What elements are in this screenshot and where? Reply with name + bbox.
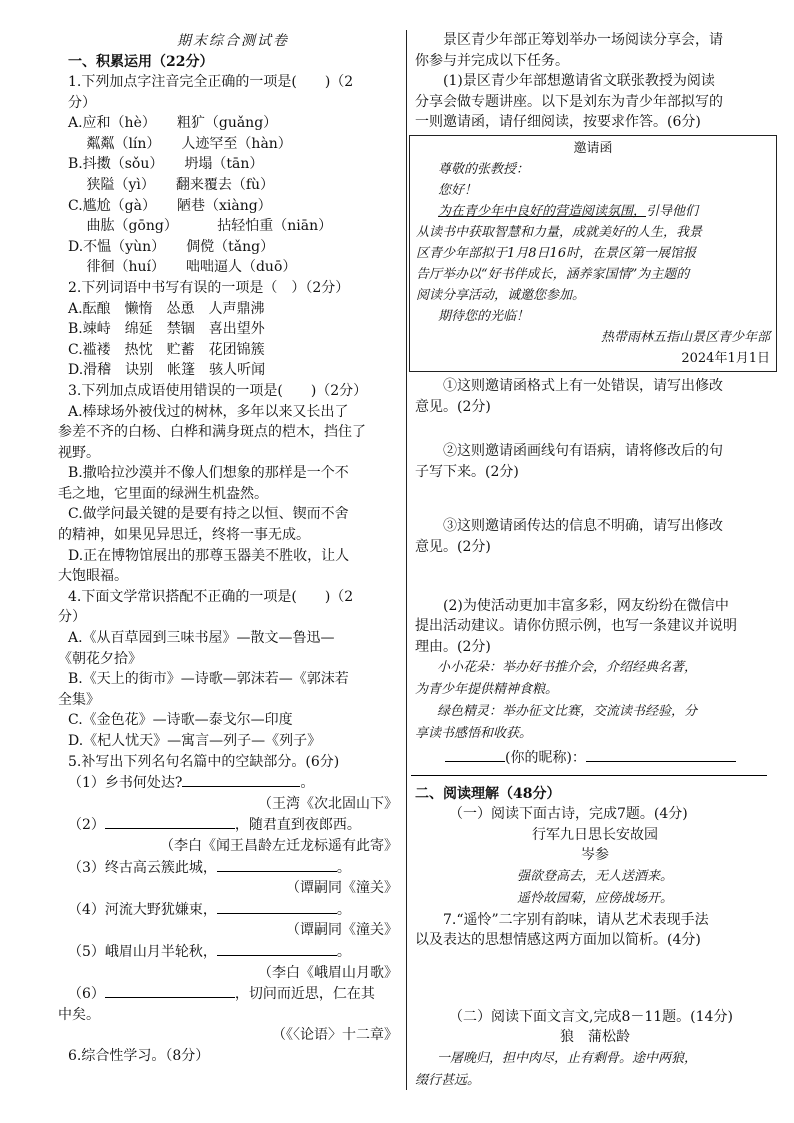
answer-blank[interactable]	[105, 983, 235, 998]
page-title: 期末综合测试卷	[177, 33, 289, 49]
invitation-letter-box	[409, 135, 777, 372]
divider-line	[411, 775, 767, 776]
part-2-stem-cont2: 理由。(2分)	[415, 638, 491, 655]
q5-source-2: （李白《闻王昌龄左迁龙标遥有此寄》	[160, 837, 398, 854]
answer-blank[interactable]	[105, 814, 235, 829]
q3-option-b1: B.撒哈拉沙漠并不像人们想象的那样是一个不	[68, 465, 349, 482]
task-intro: 景区青少年部正筹划举办一场阅读分享会，请	[443, 32, 723, 48]
q3-option-c2: 的精神，如果见异思迁，终将一事无成。	[58, 527, 310, 544]
letter-signature: 热带雨林五指山景区青少年部	[600, 329, 770, 345]
left-column	[58, 30, 398, 1067]
part-2-stem: (2)为使活动更加丰富多彩，网友纷纷在微信中	[443, 597, 729, 614]
q5-item-1: （1）乡书何处达? 。	[68, 772, 398, 794]
question-4-stem-cont: 分）	[58, 609, 86, 626]
q2-option-b: B.竦峙 绵延 禁锢 喜出望外	[68, 321, 265, 338]
prose-line-1: 一屠晚归，担中肉尽，止有剩骨。途中两狼，	[437, 1051, 698, 1067]
q4-option-c: C.《金色花》—诗歌—泰戈尔—印度	[68, 712, 293, 729]
q5-source-6: （《〈论语〉十二章》	[272, 1027, 398, 1044]
q3-option-a3: 视野。	[58, 444, 100, 461]
answer-blank[interactable]	[445, 747, 505, 762]
prose-title: 狼 蒲松龄	[560, 1029, 630, 1046]
q5-item-5: （5）峨眉山月半轮秋， 。	[68, 941, 398, 963]
q3-option-d1: D.正在博物馆展出的那尊玉器美不胜收，让人	[68, 547, 350, 564]
q4-option-a2: 《朝花夕拾》	[58, 650, 142, 667]
subq-3: ③这则邀请函传达的信息不明确，请写出修改	[443, 518, 723, 535]
section-heading-1: 一、积累运用（22分）	[68, 54, 214, 70]
q5-item-6-cont: 中矣。	[58, 1006, 100, 1023]
q4-option-a1: A.《从百草园到三味书屋》—散文—鲁迅—	[68, 630, 335, 647]
task-intro-cont: 你参与并完成以下任务。	[415, 52, 569, 69]
q3-option-a2: 参差不齐的白杨、白桦和满身斑点的桤木，挡住了	[58, 424, 366, 441]
poem-line-1: 强欲登高去，无人送酒来。	[516, 868, 673, 884]
part-1-stem-cont2: 一则邀请函，请仔细阅读，按要求作答。(6分)	[415, 114, 701, 131]
letter-closing: 期待您的光临！	[438, 308, 530, 324]
question-7-stem: 7.“遥怜”二字别有韵味，请从艺术表现手法	[443, 911, 709, 928]
letter-body-3: 区青少年部拟于1月8日16时，在景区第一展馆报	[416, 245, 697, 261]
answer-blank[interactable]	[586, 747, 736, 762]
q1-option-b2: 狭隘（yì） 翻来覆去（fù）	[68, 176, 275, 193]
question-2-stem: 2.下列词语中书写有误的一项是（ ）（2分）	[68, 279, 350, 296]
nickname-answer-line: (你的昵称)：	[415, 747, 775, 769]
reading-1-stem: （一）阅读下面古诗，完成7题。(4分)	[449, 805, 688, 822]
example-1: 小小花朵：举办好书推介会，介绍经典名著，	[437, 660, 698, 676]
q3-option-d2: 大饱眼福。	[58, 568, 128, 585]
subq-2: ②这则邀请函画线句有语病，请将修改后的句	[443, 443, 723, 460]
subq-2-cont: 子写下来。(2分)	[415, 463, 519, 480]
letter-body-4: 告厅举办以“好书伴成长，涵养家国情”为主题的	[416, 266, 690, 282]
question-1-stem: 1.下列加点字注音完全正确的一项是( )（2	[68, 74, 354, 90]
q2-option-d: D.滑稽 诀别 帐篷 骇人听闻	[68, 362, 266, 379]
q1-option-a1: A.应和（hè） 粗犷（guǎng）	[68, 115, 278, 132]
reading-2-stem: （二）阅读下面文言文,完成8－11题。(14分)	[449, 1008, 733, 1025]
letter-greeting: 您好！	[438, 182, 478, 198]
answer-blank[interactable]	[217, 899, 337, 914]
question-5-stem: 5.补写出下列名句名篇中的空缺部分。(6分)	[68, 753, 340, 770]
q4-option-b1: B.《天上的街市》—诗歌—郭沫若—《郭沫若	[68, 671, 349, 688]
question-7-stem-cont: 以及表达的思想情感这两方面加以简析。(4分)	[415, 932, 701, 949]
q1-option-c2: 曲肱（gōng） 拈轻怕重（niān）	[68, 218, 333, 235]
subq-1-cont: 意见。(2分)	[415, 398, 491, 415]
poem-title: 行军九日思长安故园	[532, 826, 658, 843]
q2-option-a: A.酝酿 懒惰 怂恿 人声鼎沸	[68, 300, 265, 317]
question-3-stem: 3.下列加点成语使用错误的一项是( )（2分）	[68, 382, 368, 399]
q5-item-3: （3）终古高云簇此城， 。	[68, 857, 398, 879]
column-divider	[406, 30, 407, 1090]
poem-line-2: 遥怜故园菊，应傍战场开。	[516, 890, 673, 906]
poem-author: 岑参	[581, 847, 609, 864]
q2-option-c: C.褴褛 热忱 贮蓄 花团锦簇	[68, 341, 265, 358]
prose-line-2: 缀行甚远。	[415, 1073, 481, 1089]
q1-option-c1: C.尴尬（gà） 陋巷（xiàng）	[68, 197, 272, 214]
q4-option-b2: 全集》	[58, 691, 100, 708]
q5-source-4: （谭嗣同《潼关》	[286, 922, 398, 939]
q4-option-d: D.《杞人忧天》—寓言—列子—《列子》	[68, 733, 322, 749]
letter-heading: 邀请函	[573, 140, 613, 156]
q5-item-4: （4）河流大野犹嫌束， 。	[68, 899, 398, 921]
q5-item-6: （6） ，切问而近思，仁在其	[68, 983, 398, 1005]
q3-option-b2: 毛之地，它里面的绿洲生机盎然。	[58, 485, 268, 502]
letter-date: 2024年1月1日	[681, 350, 770, 366]
q3-option-a1: A.棒球场外被伐过的树林，多年以来又长出了	[68, 403, 349, 420]
section-heading-2: 二、阅读理解（48分）	[415, 785, 561, 802]
letter-salutation: 尊敬的张教授：	[438, 161, 530, 177]
q1-option-a2: 粼粼（lín） 人迹罕至（hàn）	[68, 135, 292, 152]
letter-body-2: 从读书中获取智慧和力量，成就美好的人生，我景	[416, 224, 703, 240]
right-column	[415, 30, 775, 1092]
question-6-stem: 6.综合性学习。（8分）	[68, 1047, 210, 1064]
example-2: 绿色精灵：举办征文比赛，交流读书经验，分	[437, 704, 698, 720]
answer-blank[interactable]	[182, 772, 300, 787]
example-1-cont: 为青少年提供精神食粮。	[415, 682, 559, 698]
underlined-sentence: 为在青少年中良好的营造阅读氛围，	[438, 203, 647, 219]
answer-blank[interactable]	[217, 941, 337, 956]
q3-option-c1: C.做学问最关键的是要有持之以恒、锲而不舍	[68, 506, 349, 523]
answer-blank[interactable]	[217, 857, 337, 872]
q1-option-d2: 徘徊（huí） 咄咄逼人（duō）	[68, 259, 297, 276]
part-2-stem-cont: 提出活动建议。请你仿照示例，也写一条建议并说明	[415, 618, 737, 635]
q5-source-5: （李白《峨眉山月歌》	[258, 964, 398, 981]
question-1-stem-cont: 分）	[68, 94, 96, 111]
subq-3-cont: 意见。(2分)	[415, 538, 491, 555]
letter-body-1: 为在青少年中良好的营造阅读氛围，引导他们	[438, 203, 699, 219]
example-2-cont: 享读书感悟和收获。	[415, 726, 533, 742]
letter-body-5: 阅读分享活动，诚邀您参加。	[416, 287, 586, 303]
part-1-stem-cont: 分享会做专题讲座。以下是刘东为青少年部拟写的	[415, 93, 723, 110]
q5-source-3: （谭嗣同《潼关》	[286, 880, 398, 897]
q1-option-b1: B.抖擞（sǒu） 坍塌（tān）	[68, 156, 264, 173]
question-4-stem: 4.下面文学常识搭配不正确的一项是( )（2	[68, 588, 354, 605]
q5-item-2: （2） ，随君直到夜郎西。	[68, 814, 398, 836]
q1-option-d1: D.不愠（yùn） 倜傥（tǎng）	[68, 238, 275, 255]
q5-source-1: （王湾《次北固山下》	[258, 795, 398, 812]
subq-1: ①这则邀请函格式上有一处错误，请写出修改	[443, 377, 723, 394]
part-1-stem: (1)景区青少年部想邀请省文联张教授为阅读	[443, 73, 715, 90]
